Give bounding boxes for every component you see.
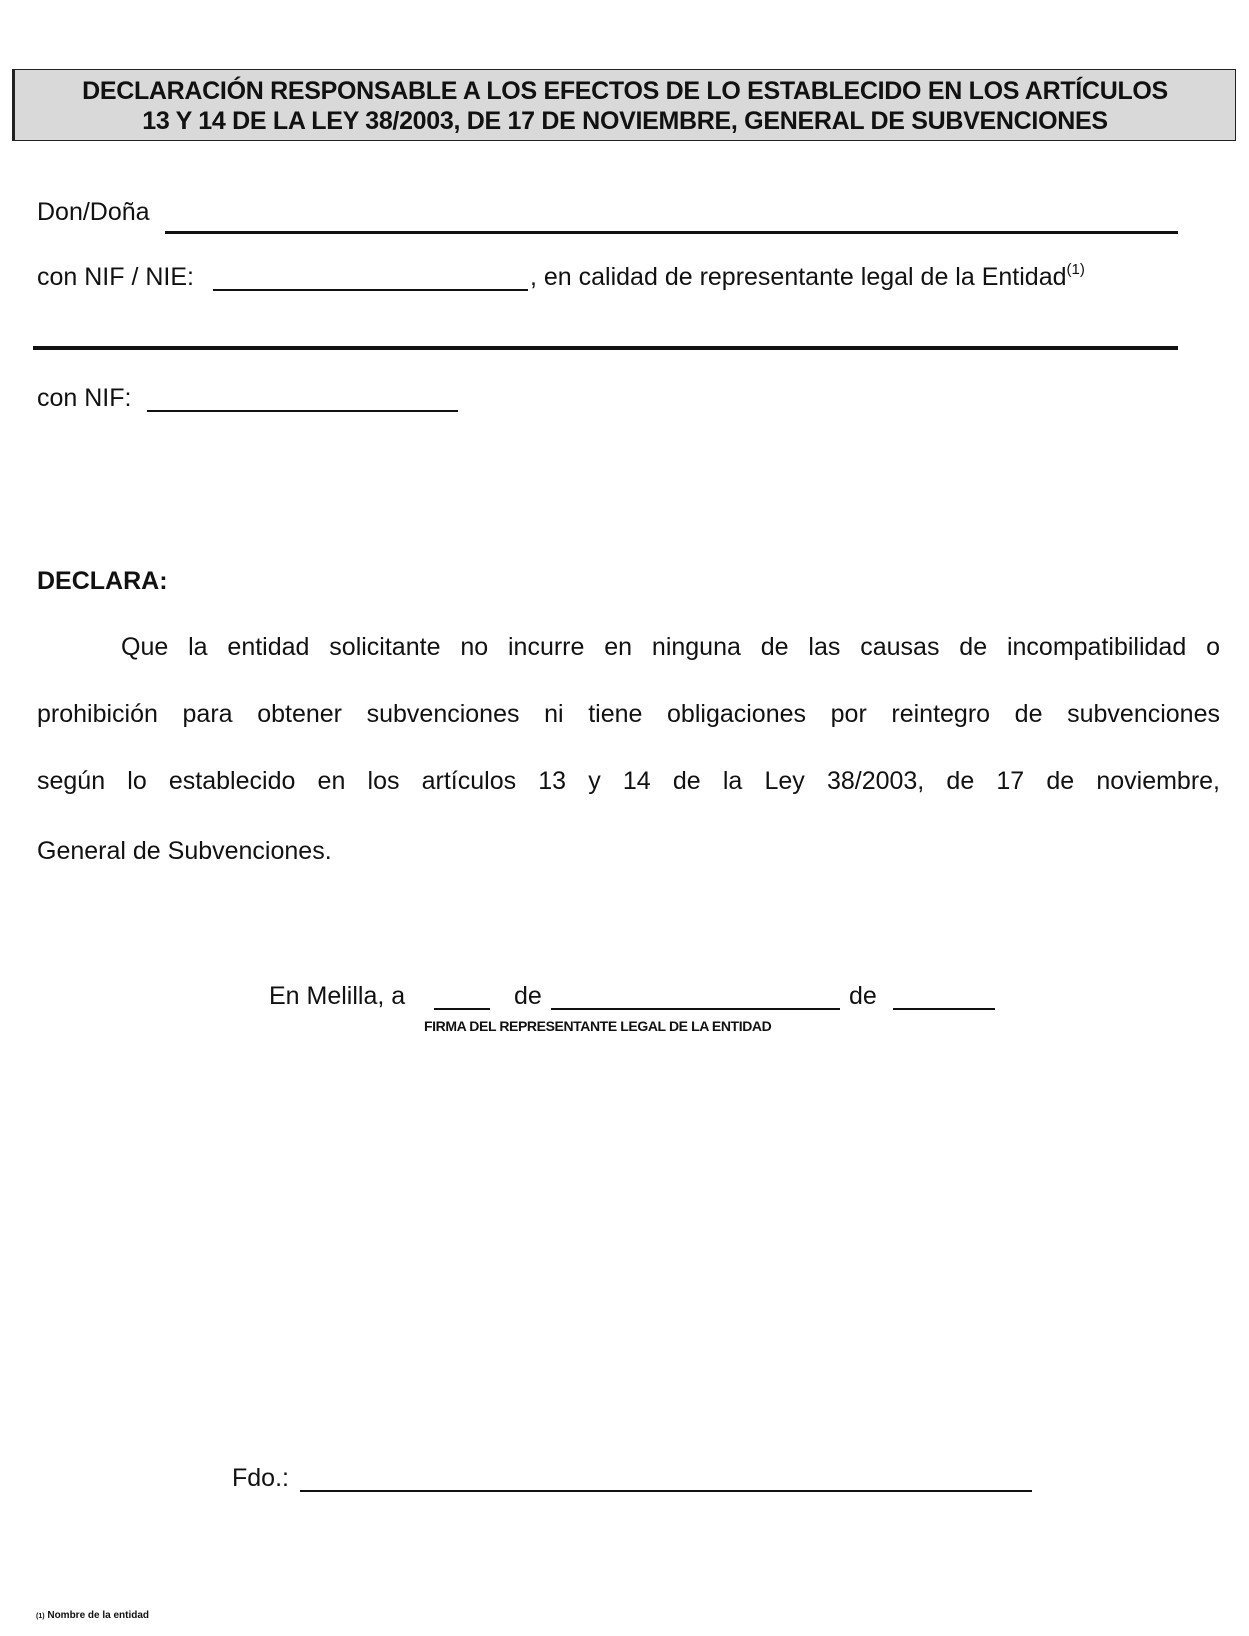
de-label-2: de [849, 982, 877, 1010]
nif-nie-label: con NIF / NIE: [37, 263, 194, 291]
footnote-text: Nombre de la entidad [47, 1610, 150, 1621]
fdo-label: Fdo.: [232, 1464, 289, 1492]
declaration-line-2: prohibición para obtener subvenciones ni tiene obligaciones por reintegro de subvenciones [37, 700, 1220, 728]
footnote-marker-bottom: (1) [36, 1613, 45, 1620]
declaration-line-3: según lo establecido en los artículos 13 y 14 de la Ley 38/2003, de 17 de noviembre, [37, 767, 1220, 795]
day-field-line[interactable] [434, 1008, 490, 1010]
title-line-1: DECLARACIÓN RESPONSABLE A LOS EFECTOS DE LO ESTABLECIDO EN LOS ARTÍCULOS [82, 77, 1168, 105]
declaration-line-1: Que la entidad solicitante no incurre en ninguna de las causas de incompatibilidad o [121, 633, 1220, 661]
footnote-marker: (1) [1066, 261, 1085, 278]
year-field-line[interactable] [893, 1008, 995, 1010]
nif-field-line[interactable] [147, 410, 458, 412]
signature-caption: FIRMA DEL REPRESENTANTE LEGAL DE LA ENTIDAD [424, 1018, 772, 1034]
entity-name-field-line[interactable] [33, 346, 1178, 350]
de-label-1: de [514, 982, 542, 1010]
place-date-prefix: En Melilla, a [269, 982, 406, 1010]
don-dona-label: Don/Doña [37, 198, 150, 226]
nif-nie-field-line[interactable] [213, 289, 528, 291]
declara-heading: DECLARA: [37, 567, 168, 595]
representative-text: , en calidad de representante legal de la Entidad$^{(1)}$ [530, 261, 1085, 291]
signature-field-line[interactable] [300, 1490, 1032, 1492]
month-field-line[interactable] [551, 1008, 840, 1010]
name-field-line[interactable] [165, 231, 1178, 234]
nif-label: con NIF: [37, 384, 132, 412]
document-title [12, 69, 1236, 141]
footnote [36, 1610, 149, 1623]
title-line-2: 13 Y 14 DE LA LEY 38/2003, DE 17 DE NOVIEMBRE, GENERAL DE SUBVENCIONES [142, 107, 1108, 135]
declaration-line-4: General de Subvenciones. [37, 837, 332, 865]
